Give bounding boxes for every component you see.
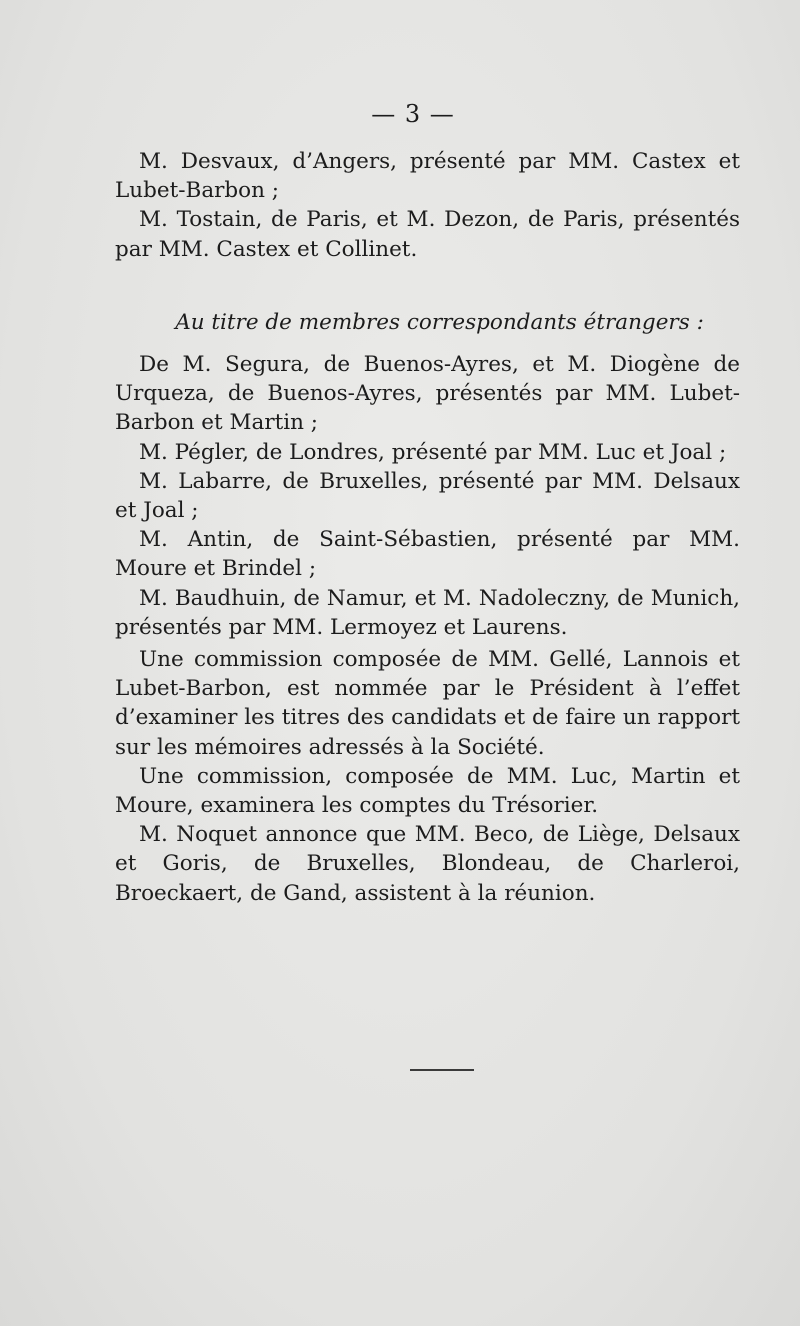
nominations-paragraphs <box>115 147 740 264</box>
paragraph-antin: M. Antin, de Saint-Sébastien, présenté par MM. Moure et Brindel ; <box>115 527 740 582</box>
paragraph-commission-tresorier: Une commission, composée de MM. Luc, Martin et Moure, examinera les comptes du Trésorier. <box>115 763 740 819</box>
paragraph-noquet-annonce: M. Noquet annonce que MM. Beco, de Liège, Delsaux et Goris, de Bruxelles, Blondeau, de Charleroi, Broeckaert, de Gand, assistent à la réunion. <box>115 822 740 906</box>
paragraph-segura-urqueza: De M. Segura, de Buenos-Ayres, et M. Diogène de Urqueza, de Buenos-Ayres, présentés par MM. Lubet-Barbon et Martin ; <box>115 352 740 436</box>
section-heading: Au titre de membres correspondants étrangers : <box>175 310 704 335</box>
paragraph-commission-candidats: Une commission composée de MM. Gellé, Lannois et Lubet-Barbon, est nommée par le Président à l’effet d’examiner les titres des candidats et de faire un rapport sur les mémoires adressés à la Société. <box>115 647 740 760</box>
paragraph-pegler: M. Pégler, de Londres, présenté par MM. Luc et Joal ; <box>139 439 727 465</box>
section-divider <box>410 1069 474 1071</box>
paragraph-desvaux: M. Desvaux, d’Angers, présenté par MM. Castex et Lubet-Barbon ; <box>115 149 740 204</box>
paragraph-baudhuin-nadoleczny: M. Baudhuin, de Namur, et M. Nadoleczny, de Munich, présentés par MM. Lermoyez et Laurens. <box>115 585 740 640</box>
paragraph-tostain-dezon: M. Tostain, de Paris, et M. Dezon, de Paris, présentés par MM. Castex et Collinet. <box>115 207 740 262</box>
page-number: — 3 — <box>371 100 455 128</box>
section-heading-block <box>115 308 740 337</box>
paragraph-labarre: M. Labarre, de Bruxelles, présenté par MM. Delsaux et Joal ; <box>115 468 740 524</box>
foreign-members-paragraphs <box>115 350 740 642</box>
commission-paragraphs <box>115 645 740 908</box>
